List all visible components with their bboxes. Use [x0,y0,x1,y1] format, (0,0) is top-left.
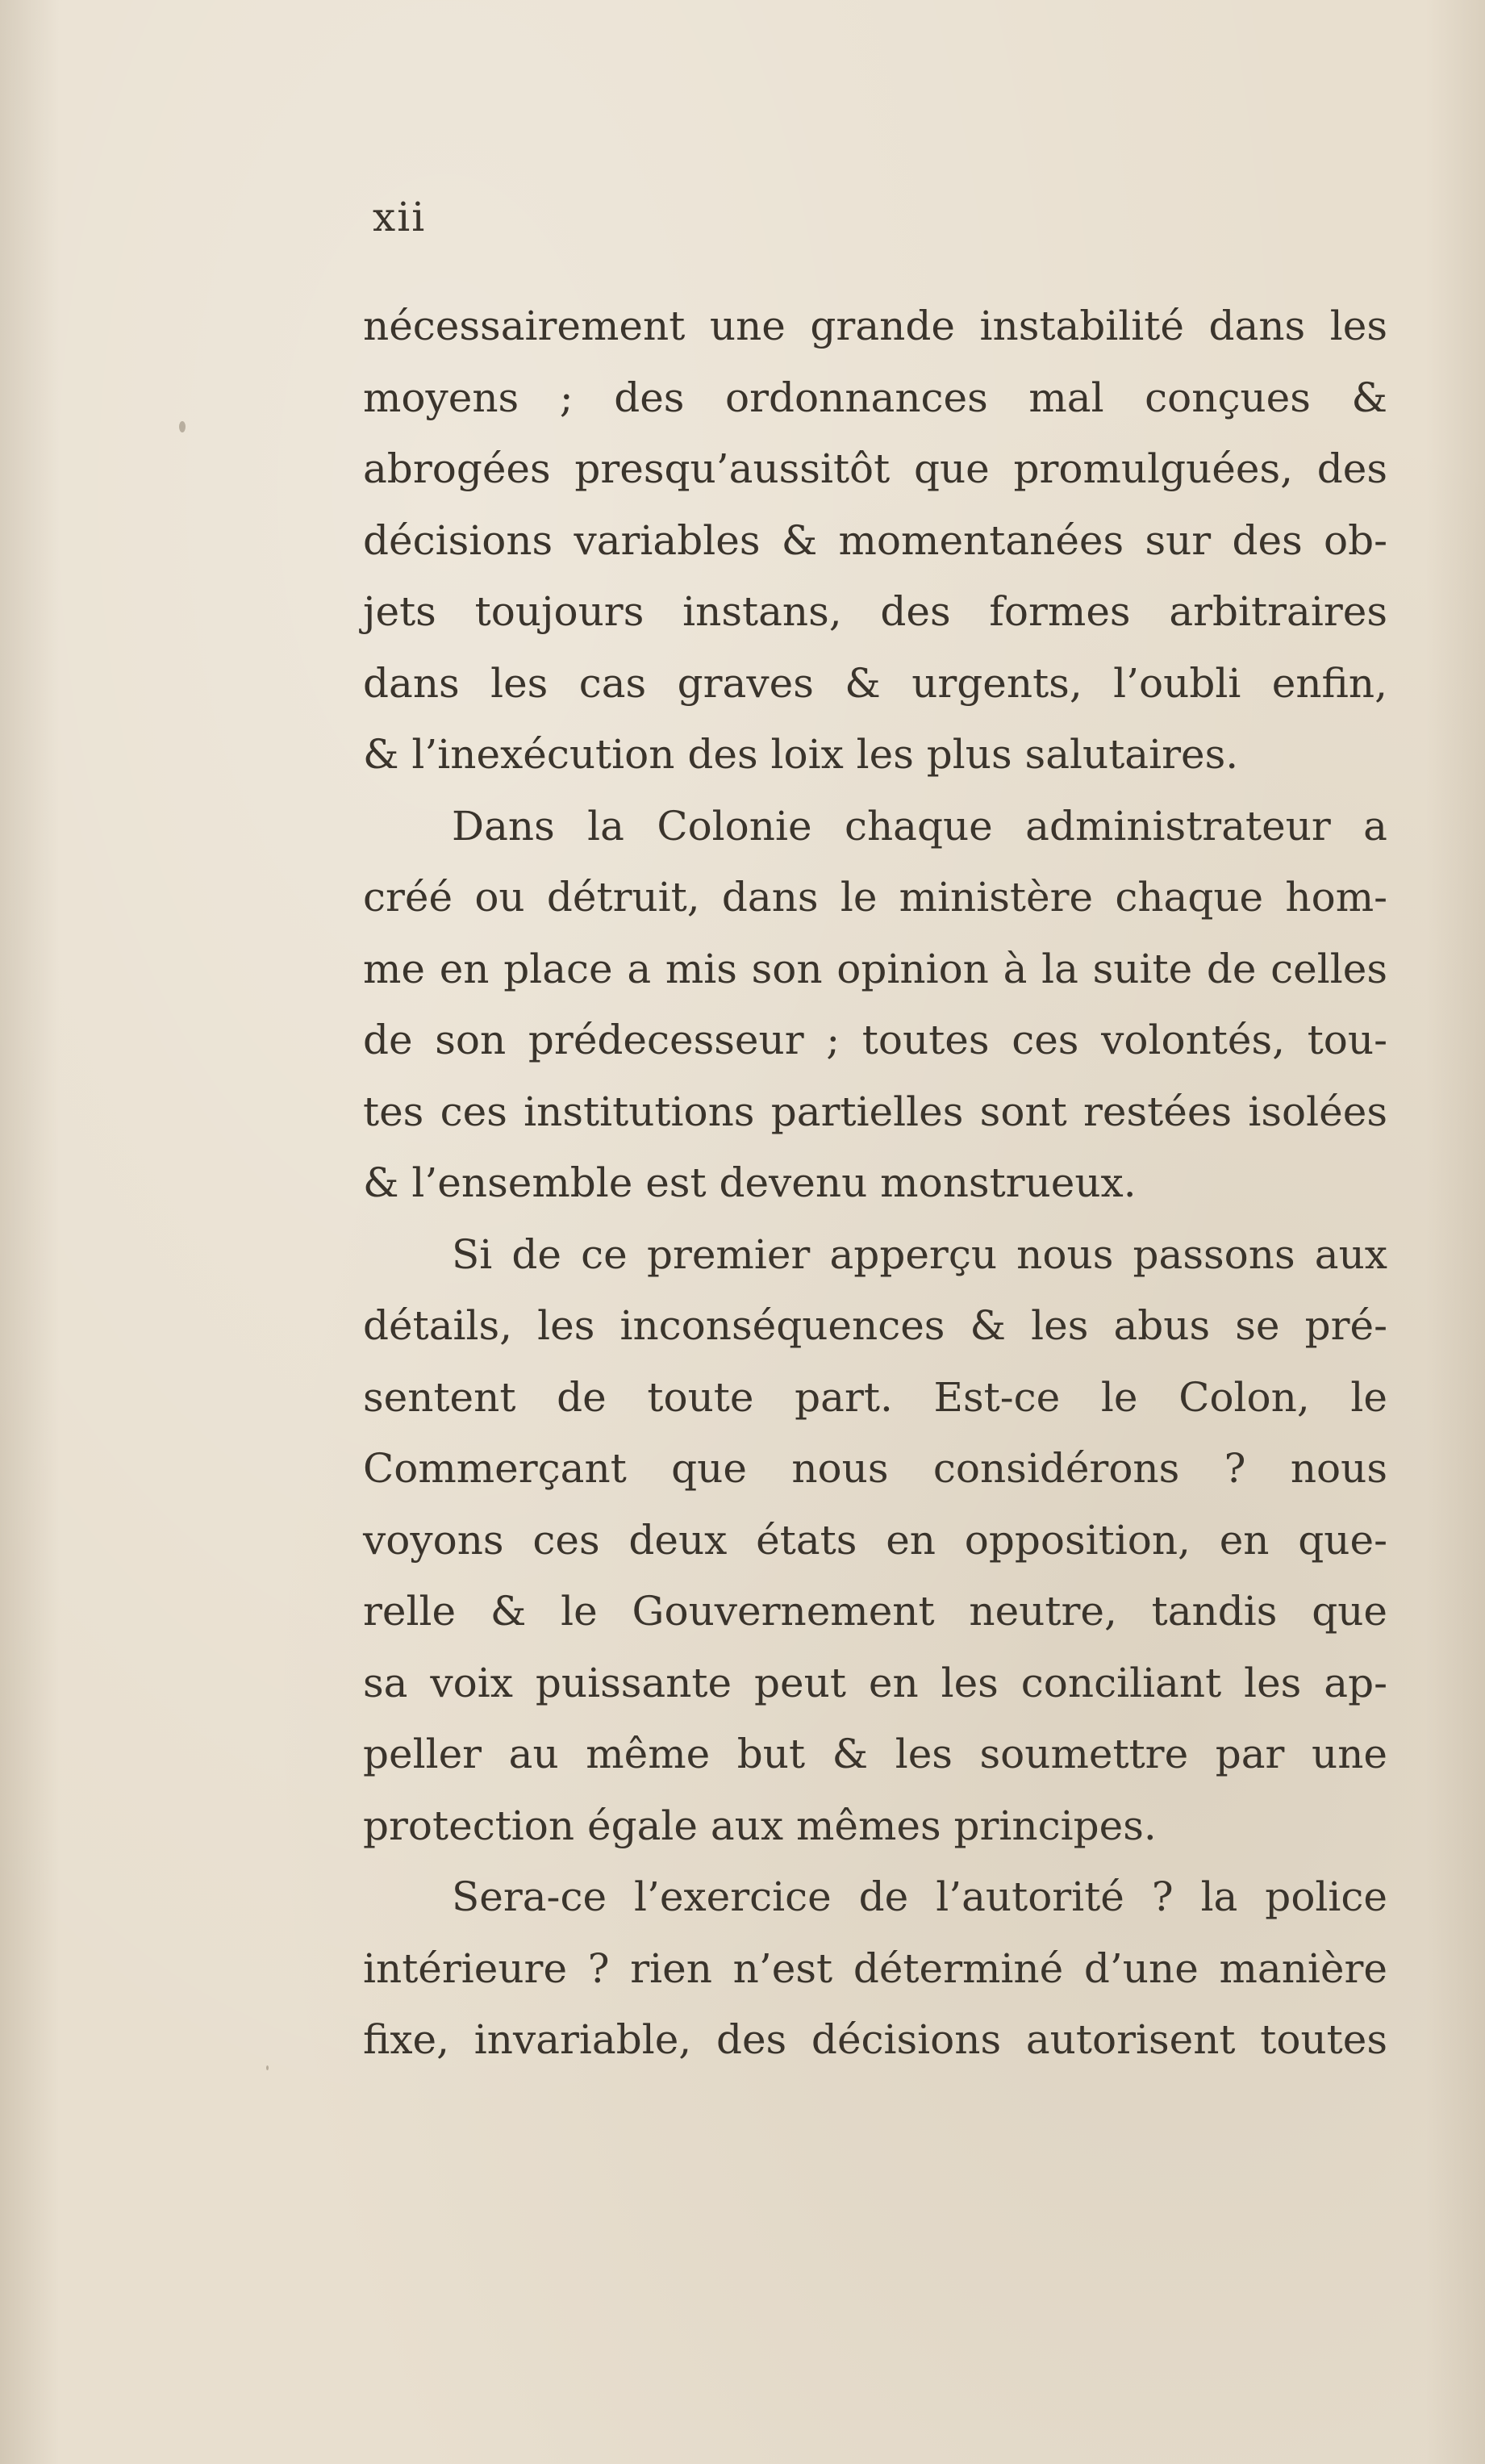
text-line: sentent de toute part. Est-ce le Colon, le [363,1373,1387,1421]
text-line: de son prédecesseur ; toutes ces volontés, tou- [363,1017,1387,1063]
text-line: Si de ce premier apperçu nous passons aux [452,1230,1387,1278]
text-line: décisions variables & momentanées sur des ob- [363,516,1387,564]
text-line: dans les cas graves & urgents, l’oubli enfin, [363,659,1387,707]
text-line: détails, les inconséquences & les abus se pré- [363,1302,1387,1349]
text-line: abrogées presqu’aussitôt que promulguées, des [363,445,1387,492]
text-line: tes ces institutions partielles sont restées isolées [363,1088,1387,1135]
text-line: Sera-ce l’exercice de l’autorité ? la police [452,1873,1387,1920]
page-number: xii [373,194,427,240]
text-line: intérieure ? rien n’est déterminé d’une manière [363,1944,1387,1992]
text-line: relle & le Gouvernement neutre, tandis que [363,1588,1387,1635]
text-line: Dans la Colonie chaque administrateur a [452,802,1387,850]
text-line: créé ou détruit, dans le ministère chaque hom- [363,874,1387,921]
paper-spot [179,421,186,432]
text-line: & l’inexécution des loix les plus salutaires. [363,731,1239,778]
text-line: nécessairement une grande instabilité dans les [363,303,1387,349]
body-text [363,290,1387,2076]
text-line: Commerçant que nous considérons ? nous [363,1445,1387,1492]
paper-spot [266,2065,269,2070]
text-line: protection égale aux mêmes principes. [363,1802,1157,1849]
text-line: peller au même but & les soumettre par une [363,1731,1387,1777]
text-line: me en place a mis son opinion à la suite de celles [363,945,1387,992]
text-line: & l’ensemble est devenu monstrueux. [363,1159,1137,1206]
text-line: moyens ; des ordonnances mal conçues & [363,374,1387,421]
text-line: fixe, invariable, des décisions autorisent toutes [363,2016,1387,2063]
text-line: jets toujours instans, des formes arbitraires [363,588,1387,635]
text-line: sa voix puissante peut en les conciliant les ap- [363,1659,1387,1706]
text-line: voyons ces deux états en opposition, en que- [363,1516,1387,1564]
